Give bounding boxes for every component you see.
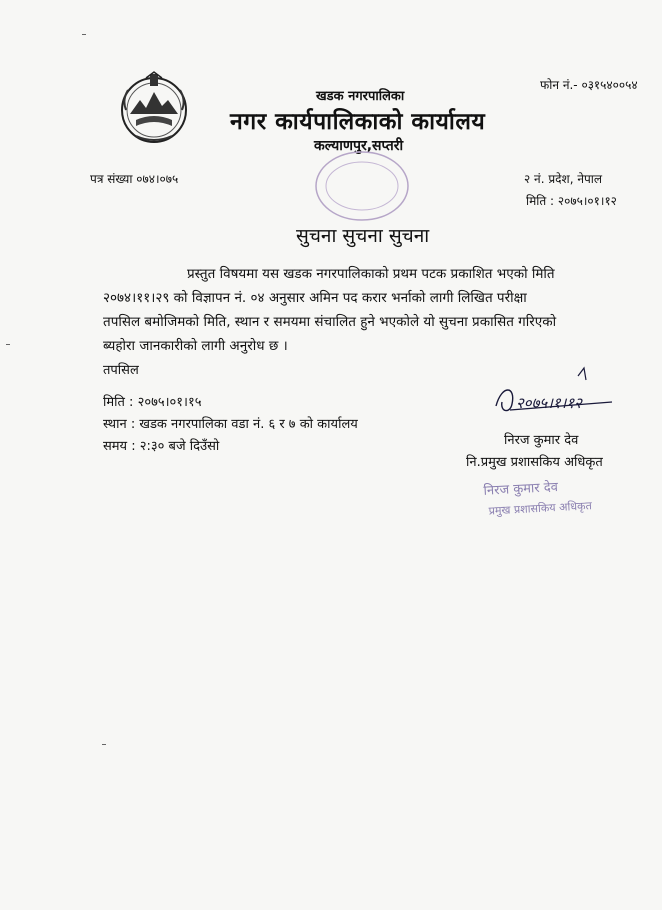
office-stamp-icon: [312, 148, 412, 224]
province-line: २ नं. प्रदेश, नेपाल: [524, 172, 603, 186]
org-name-small: खडक नगरपालिका: [316, 89, 405, 104]
stamp-title: प्रमुख प्रशासकिय अधिकृत: [488, 499, 593, 518]
handwritten-signature: [488, 364, 618, 424]
scan-speck: [82, 34, 86, 35]
details-title: तपसिल: [103, 363, 139, 378]
letter-date: मिति : २०७५।०१।१२: [526, 194, 617, 208]
exam-date: मिति : २०७५।०१।१५: [103, 395, 202, 410]
paragraph-line: तपसिल बमोजिमको मिति, स्थान र समयमा संचालित हुने भएकोले यो सुचना प्रकासित गरिएको: [103, 314, 557, 330]
nepal-emblem-icon: [116, 70, 192, 146]
signer-name: निरज कुमार देव: [504, 433, 579, 448]
signer-title: नि.प्रमुख प्रशासकिय अधिकृत: [466, 455, 603, 470]
stamp-name: निरज कुमार देव: [483, 479, 559, 499]
name-stamp: [478, 474, 598, 520]
office-title: नगर कार्यपालिकाको कार्यालय: [230, 109, 486, 135]
notice-heading: सुचना सुचना सुचना: [296, 225, 430, 247]
phone-number: फोन नं.- ०३१५४००५४: [540, 78, 638, 92]
letter-number: पत्र संख्या ०७४।०७५: [90, 172, 179, 186]
paragraph-line: ब्यहोरा जानकारीको लागी अनुरोध छ ।: [103, 338, 288, 354]
paragraph-line: २०७४।११।२९ को विज्ञापन नं. ०४ अनुसार अमिन पद करार भर्नाको लागी लिखित परीक्षा: [103, 290, 527, 306]
office-address: कल्याणपुर,सप्तरी: [314, 138, 404, 154]
paragraph-line: प्रस्तुत विषयमा यस खडक नगरपालिकाको प्रथम पटक प्रकाशित भएको मिति: [187, 266, 555, 282]
scan-speck: [6, 344, 10, 345]
signature-date: २०७५।१।१२: [516, 394, 582, 412]
notice-paragraph: [103, 262, 633, 358]
exam-time: समय : २:३० बजे दिउँसो: [103, 439, 220, 454]
scan-speck: [102, 744, 106, 745]
exam-place: स्थान : खडक नगरपालिका वडा नं. ६ र ७ को कार्यालय: [103, 417, 358, 432]
